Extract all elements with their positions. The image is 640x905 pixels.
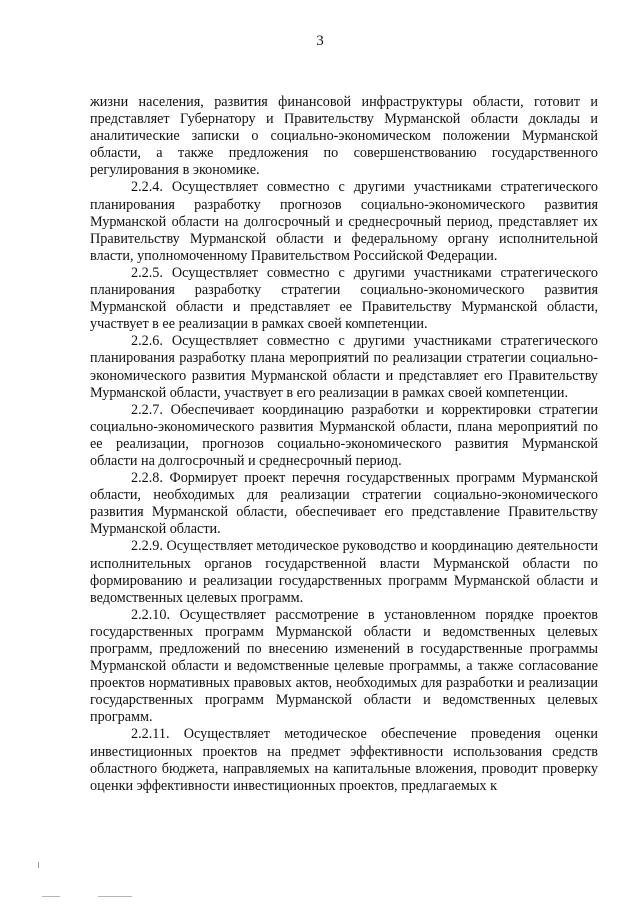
paragraph-2-2-7: 2.2.7. Обеспечивает координацию разработки и корректировки стратегии социально-экономического развития Мурманской области, плана мероприятий по ее реализации, прогнозов социально-экономического развития Мурманской области на долгосрочный и среднесрочный период. bbox=[90, 401, 598, 469]
page-number: 3 bbox=[316, 33, 324, 49]
paragraph-2-2-4: 2.2.4. Осуществляет совместно с другими участниками стратегического планирования разработку прогнозов социально-экономического развития Мурманской области на долгосрочный и среднесрочный период, представляет их Правительству Мурманской области и федеральному органу исполнительной власти, уполномоченному Правительством Российской Федерации. bbox=[90, 179, 598, 264]
paragraph-2-2-11: 2.2.11. Осуществляет методическое обеспечение проведения оценки инвестиционных проектов на предмет эффективности использования средств областного бюджета, направляемых на капитальные вложения, проводит проверку оценки эффективности инвестиционных проектов, предлагаемых к bbox=[90, 726, 598, 794]
paragraph-2-2-8: 2.2.8. Формирует проект перечня государственных программ Мурманской области, необходимых для реализации стратегии социально-экономического развития Мурманской области, обеспечивает его представление Правительству Мурманской области. bbox=[90, 470, 598, 538]
scan-margin-mark bbox=[38, 862, 39, 868]
paragraph-2-2-10: 2.2.10. Осуществляет рассмотрение в установленном порядке проектов государственных программ Мурманской области и ведомственных целевых программ, предложений по внесению изменений в государственные программы Мурманской области и ведомственные целевые программы, а также согласование проектов нормативных правовых актов, необходимых для разработки и реализации государственных программ Мурманской области и ведомственных целевых программ. bbox=[90, 606, 598, 726]
scan-bottom-mark bbox=[42, 896, 60, 897]
paragraph-continuation: жизни населения, развития финансовой инфраструктуры области, готовит и представляет Губернатору и Правительству Мурманской области доклады и аналитические записки о социально-экономическом положении Мурманской области, а также предложения по совершенствованию государственного регулирования в экономике. bbox=[90, 94, 598, 179]
paragraph-2-2-9: 2.2.9. Осуществляет методическое руководство и координацию деятельности исполнительных органов государственной власти Мурманской области по формированию и реализации государственных программ Мурманской области и ведомственных целевых программ. bbox=[90, 538, 598, 606]
document-body bbox=[90, 94, 598, 795]
paragraph-2-2-5: 2.2.5. Осуществляет совместно с другими участниками стратегического планирования разработку стратегии социально-экономического развития Мурманской области и представляет ее Правительству Мурманской области, участвует в ее реализации в рамках своей компетенции. bbox=[90, 264, 598, 333]
paragraph-2-2-6: 2.2.6. Осуществляет совместно с другими участниками стратегического планирования разработку плана мероприятий по реализации стратегии социально-экономического развития Мурманской области и представляет его Правительству Мурманской области, участвует в его реализации в рамках своей компетенции. bbox=[90, 333, 598, 401]
scan-bottom-mark bbox=[98, 896, 132, 897]
